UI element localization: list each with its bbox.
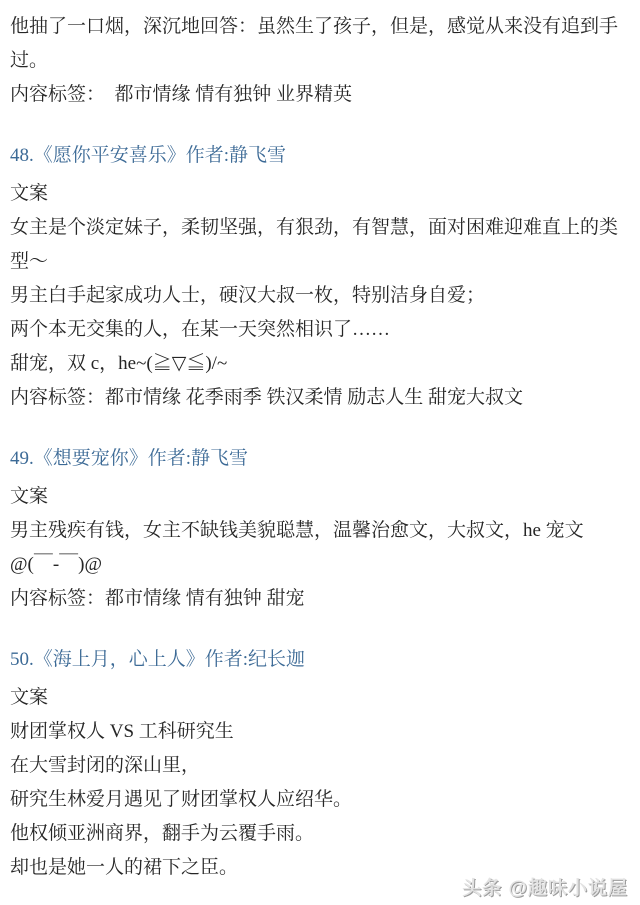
- book-50-section-label: 文案: [10, 687, 49, 708]
- book-48-section-label: 文案: [10, 183, 49, 204]
- book-49-tags-line: 内容标签：都市情缘 情有独钟 甜宠: [10, 588, 305, 609]
- book-50-title: 50.《海上月，心上人》作者:纪长迦: [10, 649, 306, 670]
- book-50-desc-line: 财团掌权人 VS 工科研究生: [10, 721, 234, 742]
- book-48-desc-line: 女主是个淡定妹子，柔韧坚强，有狠劲，有智慧，面对困难迎难直上的类型～: [10, 217, 619, 272]
- book-50-desc-line: 在大雪封闭的深山里，: [10, 755, 201, 776]
- book-49-section-label: 文案: [10, 486, 49, 507]
- toutiao-watermark: 头条 @趣味小说屋: [462, 878, 628, 899]
- book-49-desc-line: 男主残疾有钱，女主不缺钱美貌聪慧，温馨治愈文，大叔文，he 宠文@(￣-￣)@: [10, 520, 584, 575]
- book-48-desc-line: 甜宠，双 c，he~(≧▽≦)/~: [10, 353, 228, 374]
- book-entry-49: [10, 442, 632, 616]
- book-50-desc-line: 他权倾亚洲商界，翻手为云覆手雨。: [10, 823, 315, 844]
- intro-tags-line: 内容标签： 都市情缘 情有独钟 业界精英: [10, 84, 353, 105]
- book-entry-48: [10, 139, 632, 415]
- book-50-desc-line: 研究生林爱月遇见了财团掌权人应绍华。: [10, 789, 353, 810]
- intro-paragraph: 他抽了一口烟，深沉地回答：虽然生了孩子，但是，感觉从来没有追到手过。: [10, 16, 619, 71]
- book-50-desc-line: 却也是她一人的裙下之臣。: [10, 857, 239, 878]
- book-48-tags-line: 内容标签：都市情缘 花季雨季 铁汉柔情 励志人生 甜宠大叔文: [10, 387, 524, 408]
- book-48-desc-line: 男主白手起家成功人士，硬汉大叔一枚，特别洁身自爱；: [10, 285, 486, 306]
- book-49-title: 49.《想要宠你》作者:静飞雪: [10, 448, 249, 469]
- book-48-title: 48.《愿你平安喜乐》作者:静飞雪: [10, 145, 287, 166]
- book-entry-50: [10, 643, 632, 885]
- book-48-desc-line: 两个本无交集的人，在某一天突然相识了……: [10, 319, 391, 340]
